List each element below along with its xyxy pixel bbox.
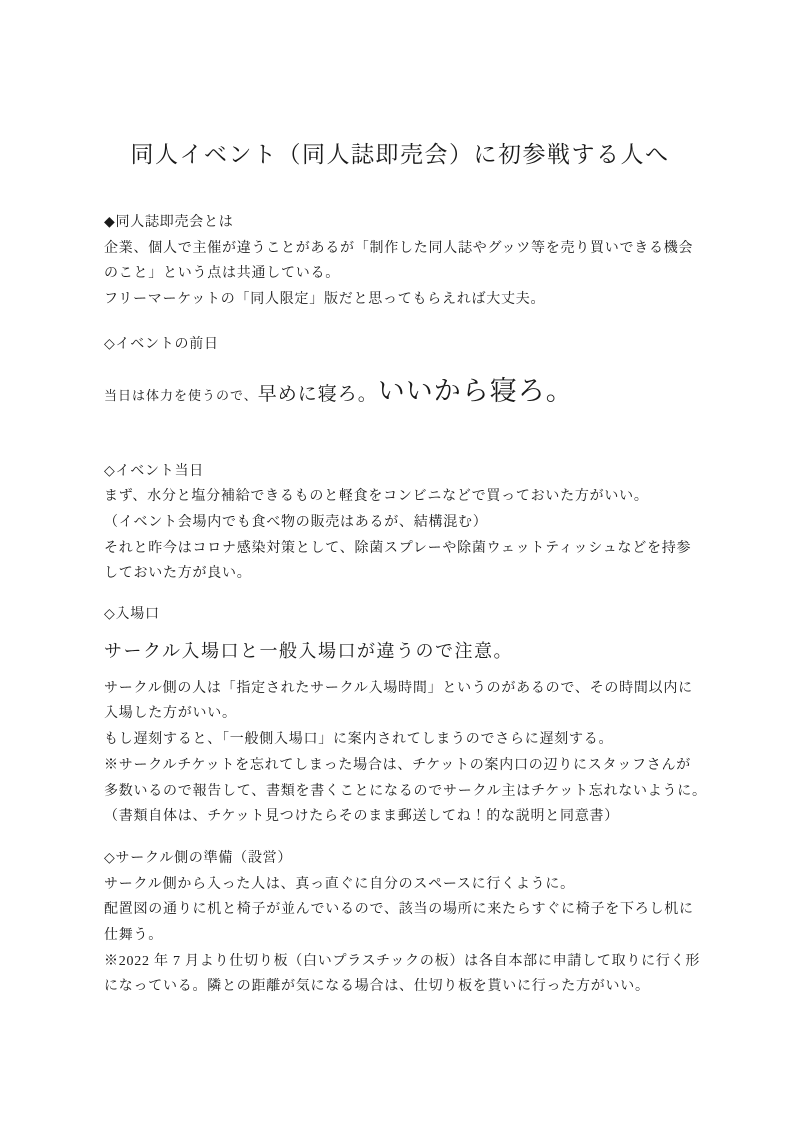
body-line: になっている。隣との距離が気になる場合は、仕切り板を貰いに行った方がいい。 [104, 979, 650, 995]
section-heading: ◆同人誌即売会とは [104, 215, 234, 230]
body-line: 企業、個人で主催が違うことがあるが「制作した同人誌やグッツ等を売り買いできる機会 [104, 240, 694, 256]
document-title: 同人イベント（同人誌即売会）に初参戦する人へ [130, 142, 670, 167]
body-line: ※2022 年 7 月より仕切り板（白いプラスチックの板）は各自本部に申請して取りに行く形 [104, 953, 701, 969]
section-heading: ◇入場口 [104, 607, 160, 623]
body-line: （イベント会場内でも食べ物の販売はあるが、結構混む） [104, 514, 488, 530]
body-line: サークル側の人は「指定されたサークル入場時間」というのがあるので、その時間以内に [104, 680, 693, 696]
body-line: のこと」という点は共通している。 [104, 266, 340, 282]
entrance-warning-line: サークル入場口と一般入場口が違うので注意。 [104, 640, 513, 661]
body-line: ※サークルチケットを忘れてしまった場合は、チケットの案内口の辺りにスタッフさんが [104, 757, 692, 773]
section-day-before-event [104, 332, 696, 413]
section-circle-setup [104, 846, 701, 1000]
body-line: 多数いるので報告して、書類を書くことになるのでサークル主はチケット忘れないように。 [104, 783, 707, 799]
section-heading: ◇イベント当日 [104, 463, 205, 479]
section-heading: ◇サークル側の準備（設営） [104, 850, 293, 866]
body-line: フリーマーケットの「同人限定」版だと思ってもらえれば大丈夫。 [104, 292, 546, 308]
emphasis-medium-text: 早めに寝ろ。 [257, 383, 378, 405]
body-line: まず、水分と塩分補給できるものと軽食をコンビニなどで買っておいた方がいい。 [104, 489, 649, 505]
body-line: （書類自体は、チケット見つけたらそのまま郵送してね！的な説明と同意書） [104, 809, 619, 825]
body-line: 仕舞う。 [104, 928, 163, 944]
section-what-is-dojinshi-event [104, 210, 696, 313]
emphasis-small-text: 当日は体力を使うので、 [104, 387, 258, 403]
body-line: 入場した方がいい。 [104, 706, 237, 722]
emphasis-large-text: いいから寝ろ。 [377, 375, 574, 406]
body-line: サークル側から入った人は、真っ直ぐに自分のスペースに行くように。 [104, 876, 575, 892]
section-heading: ◇イベントの前日 [104, 336, 219, 352]
emphasis-line [104, 374, 696, 413]
section-entrance [104, 602, 707, 830]
body-line: しておいた方が良い。 [104, 566, 252, 582]
body-line: それと昨今はコロナ感染対策として、除菌スプレーや除菌ウェットティッシュなどを持参 [104, 540, 692, 556]
section-event-day [104, 459, 696, 588]
body-line: もし遅刻すると、「一般側入場口」に案内されてしまうのでさらに遅刻する。 [104, 732, 614, 748]
body-line: 配置図の通りに机と椅子が並んでいるので、該当の場所に来たらすぐに椅子を下ろし机に [104, 902, 694, 918]
